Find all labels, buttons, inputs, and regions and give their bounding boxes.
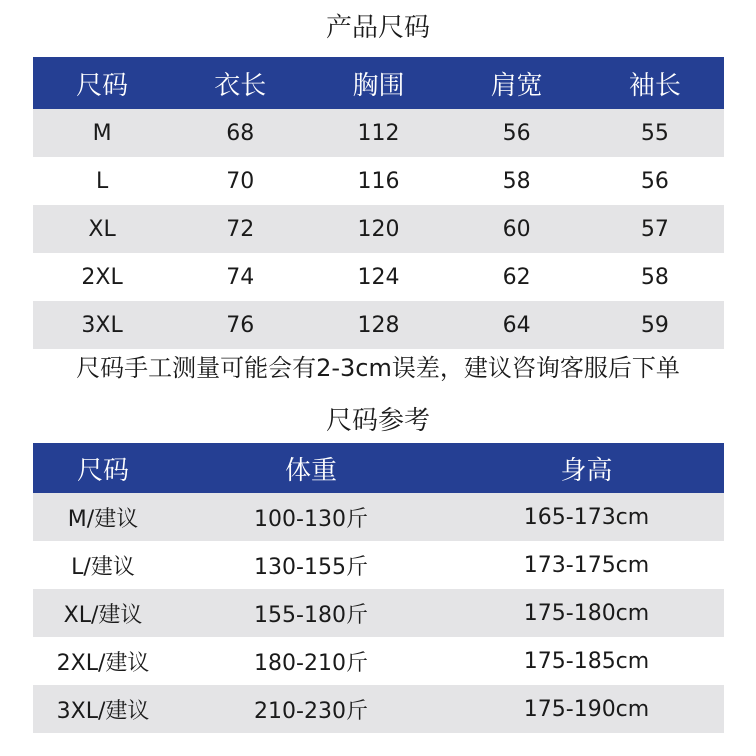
cell-chest: 112 bbox=[309, 109, 447, 157]
cell-sleeve: 56 bbox=[586, 157, 724, 205]
cell-shoulder: 62 bbox=[448, 253, 586, 301]
cell-height: 175-180cm bbox=[449, 589, 724, 637]
cell-size: 3XL/建议 bbox=[33, 685, 173, 733]
cell-sleeve: 59 bbox=[586, 301, 724, 349]
cell-height: 175-190cm bbox=[449, 685, 724, 733]
cell-shoulder: 56 bbox=[448, 109, 586, 157]
cell-height: 175-185cm bbox=[449, 637, 724, 685]
cell-size: L bbox=[33, 157, 171, 205]
reference-table bbox=[33, 443, 724, 733]
table-row bbox=[33, 253, 724, 301]
cell-chest: 120 bbox=[309, 205, 447, 253]
table-row bbox=[33, 157, 724, 205]
header-height: 身高 bbox=[560, 455, 613, 486]
cell-size: M bbox=[33, 109, 171, 157]
cell-length: 74 bbox=[171, 253, 309, 301]
cell-chest: 124 bbox=[309, 253, 447, 301]
table-row bbox=[33, 685, 724, 733]
table-row bbox=[33, 493, 724, 541]
cell-sleeve: 55 bbox=[586, 109, 724, 157]
header-sleeve: 袖长 bbox=[628, 70, 681, 101]
table-row bbox=[33, 589, 724, 637]
table-row bbox=[33, 109, 724, 157]
size-table bbox=[33, 57, 724, 349]
cell-shoulder: 60 bbox=[448, 205, 586, 253]
header-length: 衣长 bbox=[214, 70, 267, 101]
table-row bbox=[33, 301, 724, 349]
header-weight: 体重 bbox=[284, 455, 337, 486]
cell-size: 3XL bbox=[33, 301, 171, 349]
cell-sleeve: 57 bbox=[586, 205, 724, 253]
cell-size: 2XL/建议 bbox=[33, 637, 173, 685]
cell-size: L/建议 bbox=[33, 541, 173, 589]
cell-length: 70 bbox=[171, 157, 309, 205]
header-chest: 胸围 bbox=[352, 70, 405, 101]
cell-sleeve: 58 bbox=[586, 253, 724, 301]
cell-length: 68 bbox=[171, 109, 309, 157]
cell-length: 76 bbox=[171, 301, 309, 349]
cell-chest: 128 bbox=[309, 301, 447, 349]
cell-weight: 210-230斤 bbox=[173, 685, 449, 733]
cell-size: M/建议 bbox=[33, 493, 173, 541]
table-row bbox=[33, 637, 724, 685]
reference-table-title: 尺码参考 bbox=[325, 406, 430, 436]
cell-weight: 100-130斤 bbox=[173, 493, 449, 541]
cell-length: 72 bbox=[171, 205, 309, 253]
header-shoulder: 肩宽 bbox=[490, 70, 543, 101]
cell-chest: 116 bbox=[309, 157, 447, 205]
cell-shoulder: 64 bbox=[448, 301, 586, 349]
cell-size: XL/建议 bbox=[33, 589, 173, 637]
size-table-title: 产品尺码 bbox=[325, 13, 430, 43]
header-size: 尺码 bbox=[76, 455, 129, 486]
cell-shoulder: 58 bbox=[448, 157, 586, 205]
cell-weight: 180-210斤 bbox=[173, 637, 449, 685]
reference-table-header-row bbox=[33, 443, 724, 493]
cell-size: 2XL bbox=[33, 253, 171, 301]
cell-height: 173-175cm bbox=[449, 541, 724, 589]
cell-height: 165-173cm bbox=[449, 493, 724, 541]
table-row bbox=[33, 205, 724, 253]
header-size: 尺码 bbox=[76, 70, 129, 101]
cell-size: XL bbox=[33, 205, 171, 253]
cell-weight: 155-180斤 bbox=[173, 589, 449, 637]
cell-weight: 130-155斤 bbox=[173, 541, 449, 589]
size-table-header-row bbox=[33, 57, 724, 109]
table-row bbox=[33, 541, 724, 589]
measurement-note: 尺码手工测量可能会有2-3cm误差，建议咨询客服后下单 bbox=[76, 354, 680, 382]
